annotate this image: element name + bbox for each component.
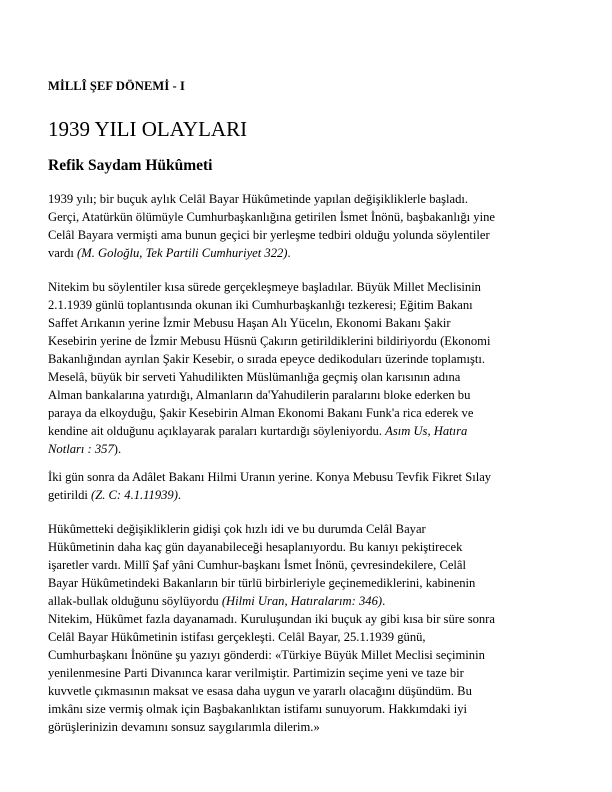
text-line	[48, 486, 570, 504]
line-text: getirildi	[48, 488, 92, 502]
line-text: kendine ait olduğunu açıklayarak paraları kurtardığı söyleniyordu.	[48, 424, 386, 438]
text-line	[48, 332, 570, 350]
line-suffix: ).	[113, 442, 122, 456]
line-text: kuvvetle çıkmasının maksat ve esasa daha uygun ve yararlı olacağını düşündüm. Bu	[48, 684, 472, 698]
line-text: Cumhurbaşkanı İnönüne şu yazıyı gönderdi: «Türkiye Büyük Millet Meclisi seçiminin	[48, 648, 485, 662]
citation: Notları : 357	[48, 442, 114, 456]
line-text: Meselâ, büyük bir serveti Yahudilikten Müslümanlığa geçmiş olan karısının adına	[48, 370, 461, 384]
paragraph	[48, 520, 570, 610]
line-text: Hükûmetteki değişikliklerin gidişi çok hızlı idi ve bu durumda Celâl Bayar	[48, 522, 426, 536]
text-line	[48, 404, 570, 422]
paragraph	[48, 278, 570, 458]
text-line	[48, 296, 570, 314]
line-suffix: .	[287, 246, 291, 260]
text-line	[48, 468, 570, 486]
line-text: Celâl Bayara vermişti ama bunun geçici bir yerleşme tedbiri olduğu yolunda söylentiler	[48, 228, 490, 242]
text-line	[48, 628, 570, 646]
line-text: Hükûmetinin daha kaç gün dayanabileceği hesaplanıyordu. Bu kanıyı pekiştirecek	[48, 540, 463, 554]
text-line	[48, 208, 570, 226]
text-line	[48, 520, 570, 538]
line-suffix: .	[177, 488, 182, 502]
text-line	[48, 610, 570, 628]
text-line	[48, 350, 570, 368]
text-line	[48, 226, 570, 244]
paragraph	[48, 190, 570, 262]
line-text: Nitekim bu söylentiler kısa sürede gerçekleşmeye başladılar. Büyük Millet Meclisinin	[48, 280, 481, 294]
line-text: 2.1.1939 günlü toplantısında okunan iki Cumhurbaşkanlığı tezkeresi; Eğitim Bakanı	[48, 298, 473, 312]
text-line	[48, 314, 570, 332]
citation: (M. Goloğlu, Tek Partili Cumhuriyet 322)	[77, 246, 288, 260]
text-line	[48, 700, 570, 718]
text-line	[48, 440, 570, 458]
line-text: işaretler vardı. Millî Şaf yâni Cumhur-başkanı İsmet İnönü, çevresindekilere, Celâl	[48, 558, 467, 572]
line-text: vardı	[48, 246, 78, 260]
line-text: Bayar Hükûmetindeki Bakanların bir türlü birbirleriyle geçinemediklerini, kabinenin	[48, 576, 476, 590]
text-line	[48, 278, 570, 296]
line-suffix: .	[382, 594, 386, 608]
section-subtitle: Refik Saydam Hükûmeti	[48, 157, 213, 174]
text-line	[48, 386, 570, 404]
text-line	[48, 538, 570, 556]
page-title: 1939 YILI OLAYLARI	[48, 117, 248, 141]
line-text: görüşlerinizin devamını sonsuz saygılarımla dilerim.»	[48, 720, 320, 734]
line-text: Gerçi, Atatürkün ölümüyle Cumhurbaşkanlığına getirilen İsmet İnönü, başbakanlığı yine	[48, 210, 495, 224]
line-text: Kesebirin yerine de İzmir Mebusu Hüsnü Çakırın getirildiklerini bildiriyordu (Ekonomi	[48, 334, 491, 348]
text-line	[48, 574, 570, 592]
line-text: allak-bullak olduğunu söylüyordu	[48, 594, 222, 608]
line-text: Nitekim, Hükûmet fazla dayanamadı. Kuruluşundan iki buçuk ay gibi kısa bir süre sonra	[48, 612, 495, 626]
text-line	[48, 190, 570, 208]
line-text: İki gün sonra da Adâlet Bakanı Hilmi Uranın yerine. Konya Mebusu Tevfik Fikret Sılay	[48, 470, 492, 484]
line-text: Alman bankalarına yatırdığı, Almanların da'Yahudilerin paralarını bloke ederken bu	[48, 388, 471, 402]
text-line	[48, 422, 570, 440]
line-text: yenilenmesine Parti Divanınca karar verilmiştir. Partimizin seçime yeni ve taze bir	[48, 666, 464, 680]
citation: (Z. C: 4.1.11939)	[91, 488, 178, 502]
paragraph	[48, 468, 570, 504]
line-text: imkânı size vermiş olmak için Başbakanlıktan istifamı sunuyorum. Hakkımdaki iyi	[48, 702, 468, 716]
text-line	[48, 556, 570, 574]
line-text: Bakanlığından ayrılan Şakir Kesebir, o sırada epeyce dedikoduları üzerinde toplamıştı.	[48, 352, 485, 366]
text-line	[48, 368, 570, 386]
text-line	[48, 664, 570, 682]
paragraph	[48, 610, 570, 736]
line-text: Celâl Bayar Hükûmetinin istifası gerçekleşti. Celâl Bayar, 25.1.1939 günü,	[48, 630, 426, 644]
line-text: Saffet Arıkanın yerine İzmir Mebusu Haşan Alı Yücelın, Ekonomi Bakanı Şakir	[48, 316, 451, 330]
section-label: MİLLÎ ŞEF DÖNEMİ - I	[48, 79, 185, 93]
citation: Asım Us, Hatıra	[385, 424, 468, 438]
line-text: paraya da elkoyduğu, Şakir Kesebirin Alman Ekonomi Bakanı Funk'a rica ederek ve	[48, 406, 474, 420]
text-line	[48, 718, 570, 736]
citation: (Hilmi Uran, Hatıralarım: 346)	[221, 594, 383, 608]
text-line	[48, 592, 570, 610]
text-line	[48, 646, 570, 664]
text-line	[48, 244, 570, 262]
text-line	[48, 682, 570, 700]
line-text: 1939 yılı; bir buçuk aylık Celâl Bayar Hükûmetinde yapılan değişikliklerle başladı.	[48, 192, 469, 206]
